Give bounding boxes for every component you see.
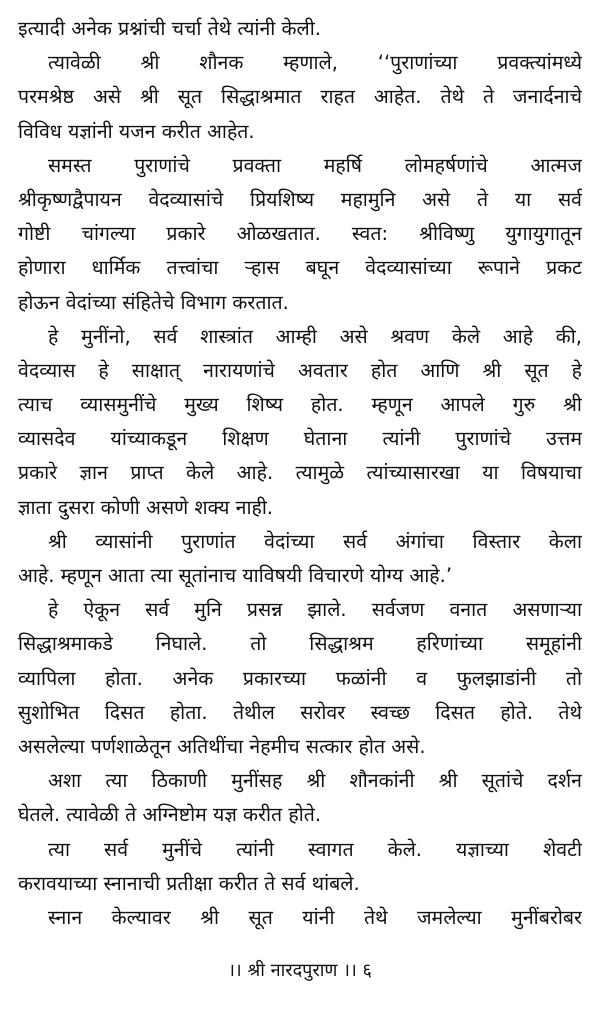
- text-line: व्यासदेव यांच्याकडून शिक्षण घेताना त्यांनी पुराणांचे उत्तम: [18, 427, 582, 451]
- text-line: गोष्टी चांगल्या प्रकारे ओळखतात. स्वत: श्रीविष्णु युगायुगातून: [18, 222, 582, 246]
- text-line: हे मुनींनो, सर्व शास्त्रांत आम्ही असे श्रवण केले आहे की,: [48, 324, 582, 348]
- text-line: त्या सर्व मुनींचे त्यांनी स्वागत केले. यज्ञाच्या शेवटी: [48, 837, 582, 861]
- page-footer: ।। श्री नारदपुराण ।। ६: [228, 960, 372, 981]
- text-line: त्याच व्यासमुनींचे मुख्य शिष्य होत. म्हणून आपले गुरु श्री: [18, 393, 582, 417]
- text-line: श्री व्यासांनी पुराणांत वेदांच्या सर्व अंगांचा विस्तार केला: [48, 529, 582, 553]
- text-line: ज्ञाता दुसरा कोणी असणे शक्य नाही.: [18, 495, 274, 519]
- text-line: इत्यादी अनेक प्रश्नांची चर्चा तेथे त्यांनी केली.: [18, 17, 321, 40]
- text-line: आहे. म्हणून आता त्या सूतांनाच याविषयी विचारणे योग्य आहे.’: [18, 564, 453, 587]
- text-line: होऊन वेदांच्या संहितेचे विभाग करतात.: [18, 290, 289, 314]
- text-line: समस्त पुराणांचे प्रवक्ता महर्षि लोमहर्षणांचे आत्मज: [48, 153, 582, 177]
- text-line: असलेल्या पर्णशाळेतून अतिथींचा नेहमीच सत्कार होत असे.: [18, 734, 426, 758]
- body-text: [18, 12, 582, 935]
- text-line: वेदव्यास हे साक्षात् नारायणांचे अवतार होत आणि श्री सूत हे: [18, 358, 582, 382]
- text-line: प्रकारे ज्ञान प्राप्त केले आहे. त्यामुळे त्यांच्यासारखा या विषयाचा: [18, 461, 582, 485]
- text-line: हे ऐकून सर्व मुनि प्रसन्न झाले. सर्वजण वनात असणाऱ्या: [48, 598, 582, 622]
- text-line: श्रीकृष्णद्वैपायन वेदव्यासांचे प्रियशिष्य महामुनि असे ते या सर्व: [18, 187, 582, 211]
- text-line: अशा त्या ठिकाणी मुनींसह श्री शौनकांनी श्री सूतांचे दर्शन: [48, 769, 582, 793]
- text-line: सुशोभित दिसत होता. तेथील सरोवर स्वच्छ दिसत होते. तेथे: [18, 700, 582, 724]
- text-line: परमश्रेष्ठ असे श्री सूत सिद्धाश्रमात राहत आहेत. तेथे ते जनार्दनाचे: [18, 85, 582, 109]
- text-line: घेतले. त्यावेळी ते अग्निष्टोम यज्ञ करीत होते.: [18, 803, 322, 827]
- text-line: सिद्धाश्रमाकडे निघाले. तो सिद्धाश्रम हरिणांच्या समूहांनी: [18, 632, 582, 656]
- text-line: त्यावेळी श्री शौनक म्हणाले, ‘‘पुराणांच्या प्रवक्त्यांमध्ये: [48, 51, 582, 75]
- text-line: स्नान केल्यावर श्री सूत यांनी तेथे जमलेल्या मुनींबरोबर: [48, 905, 582, 929]
- text-line: व्यापिला होता. अनेक प्रकारच्या फळांनी व फुलझाडांनी तो: [18, 666, 582, 690]
- text-line: होणारा धार्मिक तत्त्वांचा ऱ्हास बघून वेदव्यासांच्या रूपाने प्रकट: [18, 256, 582, 280]
- text-line: करावयाच्या स्नानाची प्रतीक्षा करीत ते सर्व थांबले.: [18, 871, 360, 895]
- text-line: विविध यज्ञांनी यजन करीत आहेत.: [18, 119, 255, 143]
